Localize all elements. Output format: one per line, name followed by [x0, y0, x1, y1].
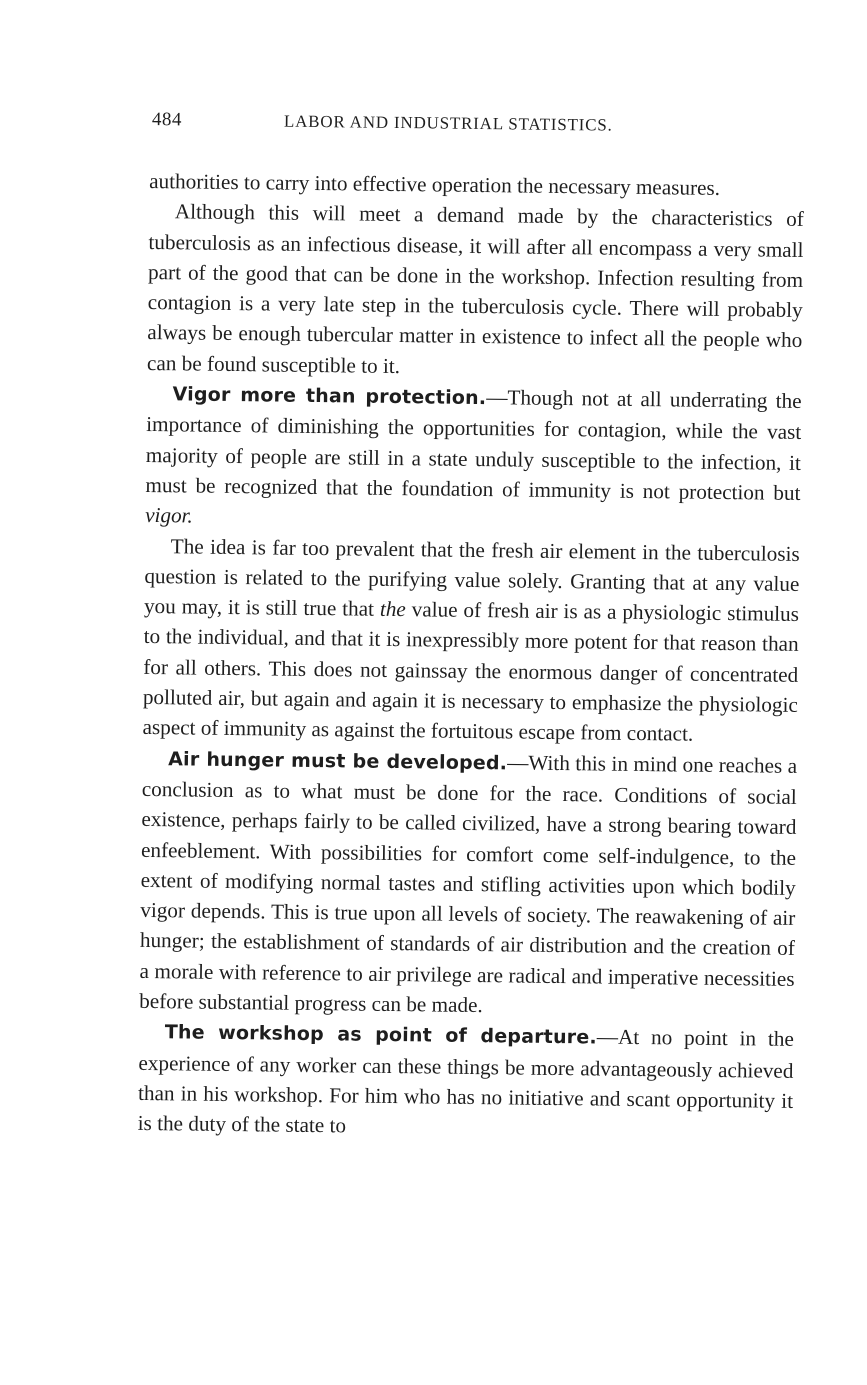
paragraph-tuberculosis-cycle	[147, 196, 804, 386]
italic-emphasis: the	[379, 596, 406, 622]
paragraph-text: authorities to carry into effective operation the necessary measures.	[149, 168, 721, 200]
section-heading-air-hunger: Air hunger must be developed.	[168, 747, 508, 775]
section-heading-vigor: Vigor more than protection.	[172, 383, 487, 410]
paragraph-text: —Though not at all underrating the importance of diminishing the opportunities for contagion, while the vast majority of people are still in a state unduly susceptible to the infection, it must be recognized that the foundation of immunity is not protection but	[145, 385, 802, 505]
paragraph-text: —At no point in the experience of any worker can these things be more advantageously achieved than in his workshop. For him who has no initiative and scant opportunity it is the duty of the state to	[137, 1024, 794, 1138]
paragraph-fresh-air	[142, 530, 800, 750]
body-text	[138, 166, 805, 1146]
running-head: LABOR AND INDUSTRIAL STATISTICS.	[283, 111, 613, 135]
italic-emphasis: vigor.	[145, 503, 193, 528]
paragraph-text: —With this in mind one reaches a conclusion as to what must be done for the race. Conditions of social existence, perhaps fairly to be called civilized, have a strong bearing toward enfeeblement. With possibilities for comfort come self-indulgence, to the extent of modifying normal tastes and stifling activities upon which bodily vigor depends. This is true upon all levels of society. The reawakening of air hunger; the establishment of standards of air distribution and the creation of a morale with reference to air privilege are radical and imperative necessities before substantial progress can be made.	[139, 750, 798, 1018]
paragraph-text: value of fresh air is as a physiologic stimulus to the individual, and that it is inexpressibly more potent for that reason than for all others. This does not gainssay the enormous danger of concentrated polluted air, but again and again it is necessary to emphasize the physiologic aspect of immunity as against the fortuitous escape from contact.	[142, 597, 800, 746]
paragraph-air-hunger	[139, 743, 797, 1025]
paragraph-workshop	[138, 1016, 794, 1146]
paragraph-text: Although this will meet a demand made by the characteristics of tuberculosis as an infectious disease, it will after all encompass a very small part of the good that can be done in the workshop. Infection resulting from contagion is a very late step in the tuberculosis cycle. There will probably always be enough tubercular matter in existence to infect all the people who can be found susceptible to it.	[146, 199, 804, 378]
page-header	[152, 109, 802, 145]
section-heading-workshop: The workshop as point of departure.	[164, 1021, 597, 1049]
paragraph-text: The idea is far too prevalent that the fresh air element in the tuberculosis question is related to the purifying value solely. Granting that at any value you may, it is still true that	[143, 533, 800, 621]
page-number: 484	[151, 108, 183, 131]
paragraph-vigor	[145, 378, 802, 538]
